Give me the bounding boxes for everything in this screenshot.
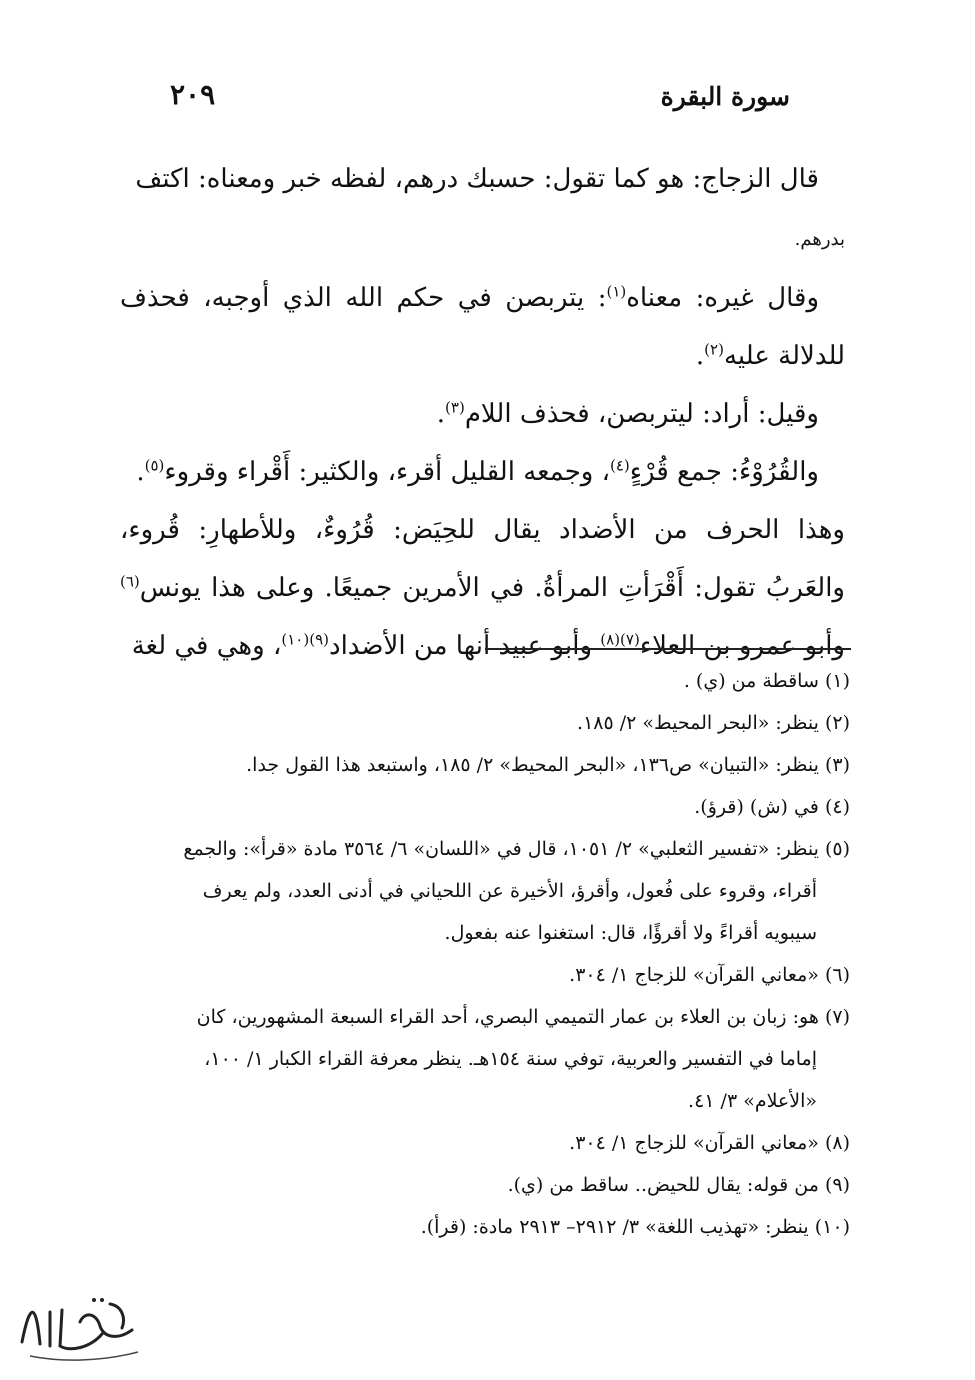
footnote-9: (٩) من قوله: يقال للحيض.. ساقط من (ي). (507, 1174, 850, 1196)
footnote-5: (٥) ينظر: «تفسير الثعلبي» ٢/ ١٠٥١، قال في «اللسان» ٦/ ٣٥٦٤ مادة «قرأ»: والجمع (183, 838, 850, 860)
footnotes (120, 660, 850, 1248)
footnote-8: (٨) «معاني القرآن» للزجاج ١/ ٣٠٤. (569, 1132, 850, 1154)
calligraphy-logo-icon (10, 1282, 150, 1372)
paragraph-4: والقُرُوْءُ: جمع قُرْءٍ$^{(٤)}$، وجمعه القليل أقرء، والكثير: أَقْراء وقروء$^{(٥)}$. (136, 456, 819, 487)
main-text (120, 150, 845, 675)
footnote-3: (٣) ينظر: «التبيان» ص١٣٦، «البحر المحيط» ٢/ ١٨٥، واستبعد هذا القول جدا. (246, 754, 850, 776)
footnote-7: (٧) هو: زبان بن العلاء بن عمار التميمي البصري، أحد القراء السبعة المشهورين، كان (196, 1006, 850, 1028)
paragraph-3: وقيل: أراد: ليتربصن، فحذف اللام$^{(٣)}$. (436, 398, 819, 429)
footnote-ref: (٧)(٨) (600, 630, 640, 649)
footnote-ref: (٢) (704, 340, 724, 359)
footnote-10: (١٠) ينظر: «تهذيب اللغة» ٣/ ٢٩١٢– ٢٩١٣ مادة: (قرأ). (420, 1216, 850, 1238)
surah-title: سورة البقرة (660, 82, 790, 111)
page-number: ٢٠٩ (170, 78, 216, 111)
logo-graphic (10, 1282, 150, 1372)
footnote-4: (٤) في (ش) (قرؤ). (694, 796, 850, 818)
footnote-ref: (١) (606, 282, 627, 301)
footnote-ref: (٥) (144, 456, 165, 475)
footnote-ref: (٦) (120, 572, 140, 591)
page-header (170, 78, 790, 122)
footnote-6: (٦) «معاني القرآن» للزجاج ١/ ٣٠٤. (569, 964, 850, 986)
paragraph-2: وقال غيره: معناه$^{(١)}$: يتربصن في حكم الله الذي أوجبه، فحذف للدلالة عليه$^{(٢)}$. (120, 282, 845, 371)
paragraph-1: قال الزجاج: هو كما تقول: حسبك درهم، لفظه خبر ومعناه: اكتف (135, 164, 819, 194)
paragraph-1-end: بدرهم. (794, 229, 845, 250)
footnote-ref: (٤) (610, 456, 630, 475)
footnote-1: (١) ساقطة من (ي) . (683, 670, 850, 692)
footnote-5-line-3: سيبويه أقراءً ولا أقرؤًا، قال: استغنوا عنه بفعول. (444, 922, 817, 944)
footnote-ref: (٣) (445, 398, 465, 417)
paragraph-5: وهذا الحرف من الأضداد يقال للحِيَض: قُرُوءٌ، وللأطهارِ: قُروء، والعَربُ تقول: أَقْرَأتِ المرأةُ. في الأمرين جميعًا. وعلى هذا يونس$^{(٦)}$ وأبو عمرو بن العلاء$^{(٧)(٨)}$ وأبو عبيد أنها من الأضداد$^{(٩)(١٠)}$، وهي في لغة (120, 515, 845, 661)
footnote-7-line-2: إماما في التفسير والعربية، توفي سنة ١٥٤هـ. ينظر معرفة القراء الكبار ١/ ١٠٠، (204, 1048, 817, 1070)
footnote-ref: (٩)(١٠) (281, 630, 329, 649)
footnote-7-line-3: «الأعلام» ٣/ ٤١. (688, 1090, 817, 1112)
footnote-2: (٢) ينظر: «البحر المحيط» ٢/ ١٨٥. (577, 712, 850, 734)
footnote-5-line-2: أقراء، وقروء على فُعول، وأقرؤ، الأخيرة عن اللحياني في أدنى العدد، ولم يعرف (202, 880, 817, 902)
footnote-separator (485, 648, 851, 650)
